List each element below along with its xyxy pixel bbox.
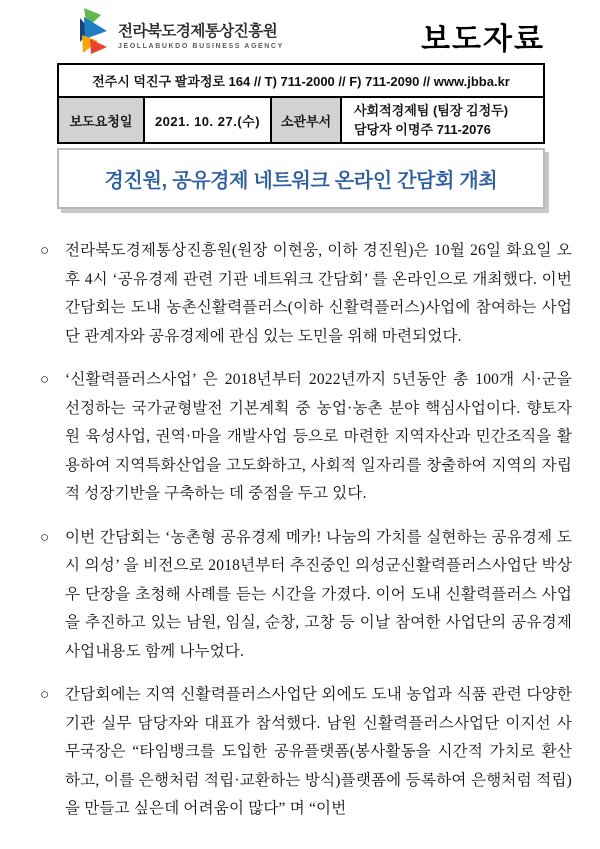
department-team: 사회적경제팀 (팀장 김정두) — [354, 103, 509, 118]
agency-logo-icon — [77, 8, 111, 54]
request-date-value: 2021. 10. 27.(수) — [145, 98, 272, 142]
page-header — [57, 6, 545, 58]
paragraph-text: 간담회에는 지역 신활력플러스사업단 외에도 도내 농업과 식품 관련 다양한 기관 실무 담당자와 대표가 참석했다. 남원 신활력플러스사업단 이지선 사무국장은 “타임뱅크를 도입한 공유플랫폼(봉사활동을 시간적 가치로 환산하고, 이를 은행처럼 적립·교환하는 방식)플랫폼에 등록하여 은행처럼 적립)을 만들고 싶은데 어려움이 많다” 며 “이번 — [65, 686, 572, 817]
department-label: 소관부서 — [272, 98, 342, 142]
press-body — [40, 237, 572, 839]
press-info-table — [57, 63, 545, 144]
bullet-circle-icon: ○ — [40, 243, 50, 259]
paragraph-2 — [40, 366, 572, 509]
agency-name-english: JEOLLABUKDO BUSINESS AGENCY — [118, 42, 284, 50]
department-info-cell — [342, 98, 543, 142]
bullet-circle-icon: ○ — [40, 372, 50, 388]
paragraph-text: 전라북도경제통상진흥원(원장 이현웅, 이하 경진원)은 10월 26일 화요일 오후 4시 ‘공유경제 관련 기관 네트워크 간담회’ 를 온라인으로 개최했다. 이번 간담회는 도내 농촌신활력플러스(이하 신활력플러스)사업에 참여하는 사업단 관계자와 공유경제에 관심 있는 도민을 위해 마련되었다. — [65, 242, 572, 345]
paragraph-text: 이번 간담회는 ‘농촌형 공유경제 메카! 나눔의 가치를 실현하는 공유경제 도시 의성’ 을 비전으로 2018년부터 추진중인 의성군신활력플러스사업단 박상우 단장을 초청해 사례를 듣는 시간을 가졌다. 이어 도내 신활력플러스 사업을 추진하고 있는 남원, 임실, 순창, 고창 등 이날 참여한 사업단의 공유경제 사업내용도 함께 나누었다. — [65, 528, 572, 660]
paragraph-4 — [40, 681, 572, 824]
agency-logo-block — [77, 8, 284, 54]
document-type-title: 보도자료 — [421, 23, 545, 56]
press-detail-row — [59, 98, 543, 142]
bullet-circle-icon: ○ — [40, 687, 50, 703]
paragraph-text: ‘신활력플러스사업’ 은 2018년부터 2022년까지 5년동안 총 100개 시·군을 선정하는 국가균형발전 기본계획 중 농업·농촌 분야 핵심사업이다. 향토자원 육성사업, 권역·마을 개발사업 등으로 마련한 지역자산과 민간조직을 활용하여 지역특화산업을 고도화하고, 사회적 일자리를 창출하여 지역의 자립적 성장기반을 구축하는 데 중점을 두고 있다. — [65, 371, 572, 502]
request-date-label: 보도요청일 — [59, 98, 145, 142]
agency-names — [118, 19, 284, 50]
department-contact: 담당자 이명주 711-2076 — [354, 122, 491, 137]
press-title-box — [57, 148, 545, 209]
agency-address-row: 전주시 덕진구 팔과정로 164 // T) 711-2000 // F) 711-2090 // www.jbba.kr — [59, 65, 543, 98]
paragraph-3 — [40, 524, 572, 667]
press-title: 경진원, 공유경제 네트워크 온라인 간담회 개최 — [104, 170, 498, 192]
paragraph-1 — [40, 237, 572, 351]
agency-name-korean: 전라북도경제통상진흥원 — [118, 22, 278, 40]
bullet-circle-icon: ○ — [40, 529, 50, 546]
